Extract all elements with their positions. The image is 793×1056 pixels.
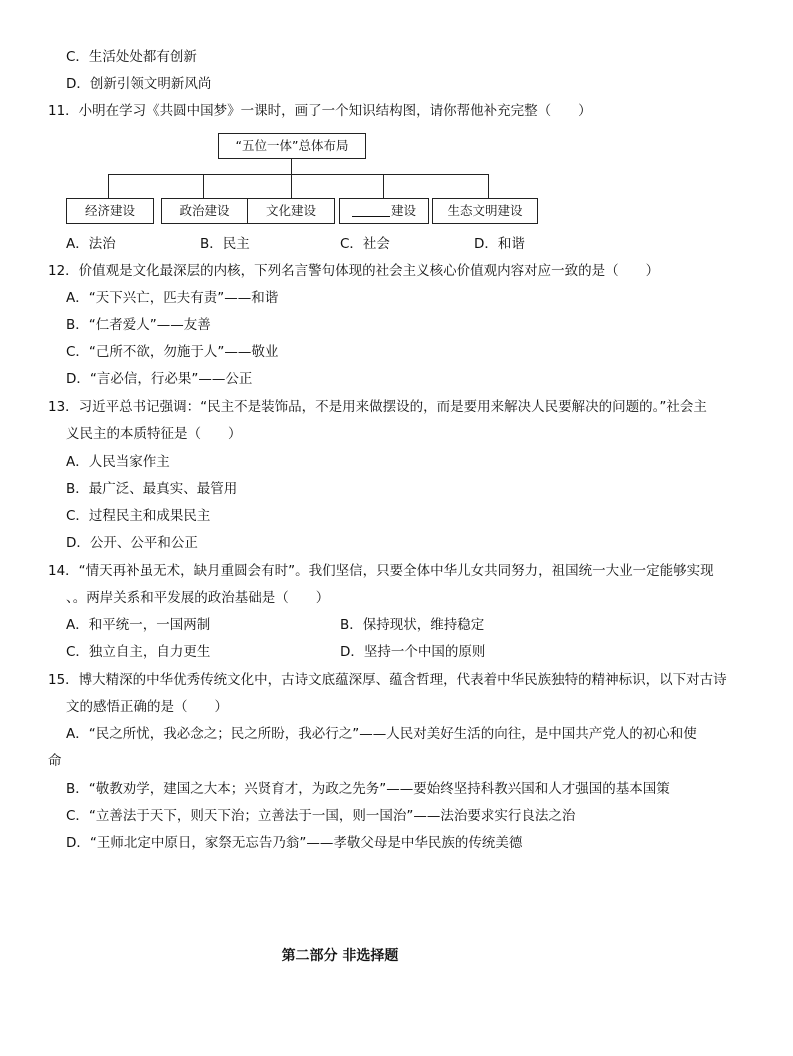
section-heading: 第二部分 非选择题 (281, 948, 399, 964)
q14-option-c: C．独立自主，自力更生 (66, 644, 211, 660)
q12-option-d: D．“言必信，行必果”——公正 (66, 371, 253, 387)
q15-option-a-line2: 命 (48, 753, 62, 769)
diagram-box-ecology: 生态文明建设 (432, 198, 538, 224)
diagram-box-economy: 经济建设 (66, 198, 154, 224)
diagram-connector (291, 158, 292, 174)
q13-option-c: C．过程民主和成果民主 (66, 508, 211, 524)
diagram-box-blank (339, 198, 429, 224)
q14-option-a: A．和平统一，一国两制 (66, 617, 211, 633)
diagram-connector (383, 174, 384, 198)
diagram-root-box: “五位一体”总体布局 (218, 133, 366, 159)
q15-option-d: D．“王师北定中原日，家祭无忘告乃翁”——孝敬父母是中华民族的传统美德 (66, 835, 523, 851)
q15-option-a-line1: A．“民之所忧，我必念之；民之所盼，我必行之”——人民对美好生活的向往，是中国共产党人的初心和使 (66, 726, 697, 742)
diagram-box-culture: 文化建设 (247, 198, 335, 224)
q15-stem-line1: 15．博大精深的中华优秀传统文化中，古诗文底蕴深厚、蕴含哲理，代表着中华民族独特的精神标识，以下对古诗 (48, 672, 727, 688)
q14-stem-line1: 14．“情天再补虽无术，缺月重圆会有时”。我们坚信，只要全体中华儿女共同努力，祖国统一大业一定能够实现 (48, 563, 714, 579)
q11-option-c: C．社会 (340, 236, 390, 252)
q10-option-d: D．创新引领文明新风尚 (66, 76, 212, 92)
q11-stem: 11．小明在学习《共圆中国梦》一课时，画了一个知识结构图，请你帮他补充完整（ ） (48, 103, 592, 119)
diagram-connector (291, 174, 292, 198)
diagram-connector (108, 174, 489, 175)
q11-option-a: A．法治 (66, 236, 116, 252)
q13-option-b: B．最广泛、最真实、最管用 (66, 481, 238, 497)
fill-in-blank (352, 202, 390, 217)
q14-option-d: D．坚持一个中国的原则 (340, 644, 486, 660)
q11-option-d: D．和谐 (474, 236, 525, 252)
q12-stem: 12．价值观是文化最深层的内核，下列名言警句体现的社会主义核心价值观内容对应一致的是（ ） (48, 263, 660, 279)
diagram-box-politics: 政治建设 (161, 198, 248, 224)
q13-option-d: D．公开、公平和公正 (66, 535, 198, 551)
q12-option-c: C．“己所不欲，勿施于人”——敬业 (66, 344, 279, 360)
q10-option-c: C．生活处处都有创新 (66, 49, 197, 65)
q12-option-b: B．“仁者爱人”——友善 (66, 317, 211, 333)
q13-stem-line2: 义民主的本质特征是（ ） (66, 426, 242, 442)
q13-option-a: A．人民当家作主 (66, 454, 170, 470)
q13-stem-line1: 13．习近平总书记强调：“民主不是装饰品，不是用来做摆设的，而是要用来解决人民要解决的问题的。”社会主 (48, 399, 707, 415)
diagram-connector (203, 174, 204, 198)
diagram-box-blank-suffix: 建设 (390, 203, 416, 218)
q14-stem-line2: 、。两岸关系和平发展的政治基础是（ ） (66, 590, 330, 606)
q15-stem-line2: 文的感悟正确的是（ ） (66, 699, 228, 715)
q15-option-c: C．“立善法于天下，则天下治；立善法于一国，则一国治”——法治要求实行良法之治 (66, 808, 576, 824)
q11-option-b: B．民主 (200, 236, 250, 252)
q12-option-a: A．“天下兴亡，匹夫有责”——和谐 (66, 290, 279, 306)
diagram-connector (488, 174, 489, 198)
q15-option-b: B．“敬教劝学，建国之大本；兴贤育才，为政之先务”——要始终坚持科教兴国和人才强国的基本国策 (66, 781, 670, 797)
diagram-connector (108, 174, 109, 198)
q14-option-b: B．保持现状，维持稳定 (340, 617, 485, 633)
